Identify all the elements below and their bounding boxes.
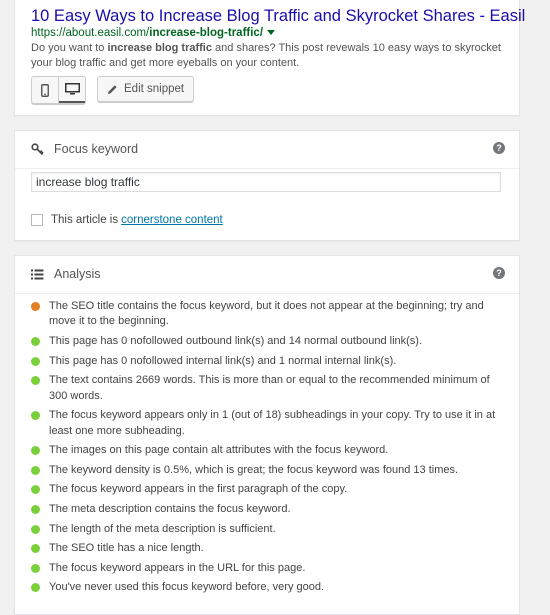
analysis-result-text: The SEO title contains the focus keyword, but it does not appear at the beginning; try and move it to the beginning.	[49, 300, 484, 328]
focus-help-icon[interactable]: ?	[493, 142, 505, 154]
analysis-result-item	[31, 541, 507, 556]
analysis-result-item	[31, 482, 507, 497]
status-green-bullet-icon	[31, 466, 40, 475]
status-green-bullet-icon	[31, 525, 40, 534]
cornerstone-label: This article is	[51, 214, 119, 226]
key-icon	[31, 143, 44, 156]
status-green-bullet-icon	[31, 337, 40, 346]
analysis-result-text: The length of the meta description is sufficient.	[49, 522, 276, 535]
divider	[15, 168, 519, 169]
status-green-bullet-icon	[31, 485, 40, 494]
analysis-result-text: This page has 0 nofollowed internal link(s) and 1 normal internal link(s).	[49, 354, 397, 367]
analysis-result-text: The focus keyword appears only in 1 (out of 18) subheadings in your copy. Try to use it in at least one more subheading.	[49, 409, 496, 437]
analysis-result-item	[31, 502, 507, 517]
desktop-icon	[65, 83, 80, 95]
analysis-help-icon[interactable]: ?	[493, 267, 505, 279]
snippet-url	[31, 27, 275, 39]
analysis-result-text: The focus keyword appears in the first paragraph of the copy.	[49, 483, 348, 496]
divider	[15, 293, 519, 294]
focus-keyword-heading: Focus keyword	[54, 142, 139, 156]
analysis-result-item	[31, 463, 507, 478]
analysis-header	[31, 265, 505, 283]
snippet-desc-text-2: and shares? This post revewals 10 easy ways to skyrocket your blog traffic and get more eyeballs on your content.	[31, 42, 501, 69]
analysis-result-item	[31, 580, 507, 595]
snippet-preview-panel	[14, 0, 526, 116]
focus-keyword-input[interactable]	[31, 172, 501, 192]
analysis-result-item	[31, 299, 507, 330]
analysis-result-text: The images on this page contain alt attributes with the focus keyword.	[49, 444, 389, 457]
list-icon	[31, 269, 44, 280]
analysis-result-item	[31, 373, 507, 404]
analysis-result-text: You've never used this focus keyword before, very good.	[49, 581, 325, 594]
analysis-result-item	[31, 443, 507, 458]
url-caret-icon	[267, 30, 275, 35]
analysis-result-text: The focus keyword appears in the URL for this page.	[49, 561, 306, 574]
analysis-result-item	[31, 561, 507, 576]
snippet-title[interactable]: 10 Easy Ways to Increase Blog Traffic and Skyrocket Shares - Easil	[31, 7, 526, 25]
snippet-desc-text-1: Do you want to	[31, 42, 108, 54]
snippet-desc-bold: increase blog traffic	[107, 42, 212, 54]
analysis-result-item	[31, 522, 507, 537]
status-green-bullet-icon	[31, 357, 40, 366]
analysis-result-text: The meta description contains the focus keyword.	[49, 502, 291, 515]
snippet-description	[31, 41, 511, 71]
status-green-bullet-icon	[31, 544, 40, 553]
status-green-bullet-icon	[31, 564, 40, 573]
cornerstone-checkbox[interactable]	[31, 214, 43, 226]
focus-keyword-panel	[14, 130, 520, 241]
analysis-result-text: The keyword density is 0.5%, which is great; the focus keyword was found 13 times.	[49, 463, 459, 476]
status-green-bullet-icon	[31, 446, 40, 455]
status-orange-bullet-icon	[31, 302, 40, 311]
snippet-url-slug: increase-blog-traffic/	[149, 27, 264, 39]
analysis-heading: Analysis	[54, 267, 101, 281]
focus-keyword-header	[31, 140, 505, 158]
analysis-result-text: The SEO title has a nice length.	[49, 542, 204, 555]
mobile-icon	[41, 84, 49, 97]
analysis-result-text: This page has 0 nofollowed outbound link(s) and 14 normal outbound link(s).	[49, 335, 423, 347]
snippet-url-prefix: https://about.easil.com/	[31, 27, 150, 39]
pencil-icon	[107, 84, 118, 95]
status-green-bullet-icon	[31, 376, 40, 385]
analysis-results-list	[31, 299, 507, 600]
analysis-panel	[14, 255, 520, 615]
edit-snippet-label: Edit snippet	[124, 83, 185, 95]
cornerstone-option	[31, 214, 223, 226]
analysis-result-item	[31, 334, 507, 349]
status-green-bullet-icon	[31, 505, 40, 514]
analysis-result-text: The text contains 2669 words. This is more than or equal to the recommended minimum of 300 words.	[49, 374, 490, 402]
desktop-preview-button[interactable]	[59, 77, 85, 103]
analysis-result-item	[31, 354, 507, 369]
preview-mode-toggle	[31, 76, 86, 104]
cornerstone-link[interactable]: cornerstone content	[121, 214, 223, 226]
status-green-bullet-icon	[31, 411, 40, 420]
analysis-result-item	[31, 408, 507, 439]
mobile-preview-button[interactable]	[32, 77, 59, 103]
status-green-bullet-icon	[31, 583, 40, 592]
edit-snippet-button[interactable]	[97, 76, 194, 102]
